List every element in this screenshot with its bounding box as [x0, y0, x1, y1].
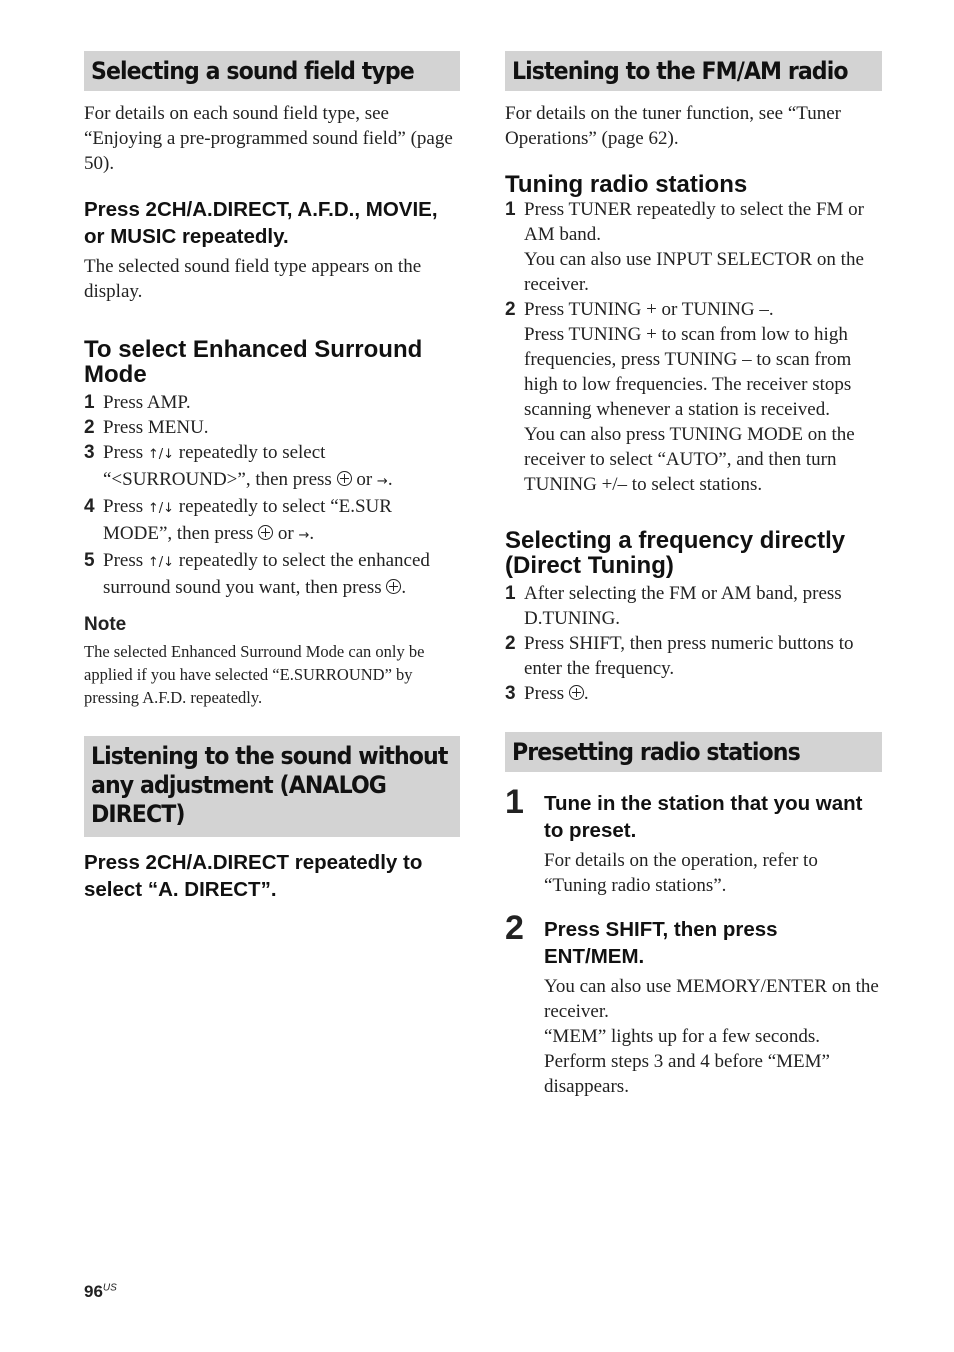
enter-button-icon	[569, 685, 584, 700]
section-heading-bar	[505, 732, 882, 772]
step-text: Press	[103, 550, 144, 571]
step-number: 3	[505, 683, 516, 704]
step-text: Press AMP.	[103, 392, 191, 413]
list-item: 5 Press ↑/↓ repeatedly to select the enhanced surround sound you want, then press .	[84, 550, 430, 598]
step-list	[505, 197, 882, 497]
enter-button-icon	[337, 471, 352, 486]
list-item	[84, 415, 460, 440]
step-heading: Press SHIFT, then press ENT/MEM.	[544, 918, 778, 968]
list-item: 3 Press .	[505, 683, 589, 704]
section-heading: Selecting a sound field type	[91, 57, 414, 85]
step-text: Press	[103, 496, 144, 517]
note-title: Note	[84, 614, 127, 635]
right-column	[505, 51, 882, 1099]
step-text: You can also use INPUT SELECTOR on the receiver.	[524, 249, 864, 295]
step-text: You can also press TUNING MODE on the receiver to select “AUTO”, and then turn TUNING +/– to select stations.	[524, 424, 855, 495]
list-item	[84, 390, 460, 415]
step-text: repeatedly to select “<SURROUND>”, then press	[103, 442, 332, 490]
step-text: or	[277, 523, 294, 544]
step-number: 2	[84, 417, 95, 438]
subsection-heading: To select Enhanced Surround Mode	[84, 336, 423, 388]
paragraph: The selected sound field type appears on the display.	[84, 256, 422, 302]
section-heading: Listening to the FM/AM radio	[512, 57, 848, 85]
page-number	[84, 1282, 117, 1302]
paragraph: For details on the tuner function, see “Tuner Operations” (page 62).	[505, 103, 841, 149]
step-text: “MEM” lights up for a few seconds. Perform steps 3 and 4 before “MEM” disappears.	[544, 1026, 830, 1097]
step-text: Press TUNING + to scan from low to high frequencies, press TUNING – to scan from high to low frequencies. The receiver stops scanning whenever a station is received.	[524, 324, 852, 420]
step-text: After selecting the FM or AM band, press D.TUNING.	[524, 583, 842, 629]
step-number: 2	[505, 299, 516, 320]
step-text: Press SHIFT, then press numeric buttons to enter the frequency.	[524, 633, 854, 679]
step-text: repeatedly to select the enhanced surround sound you want, then press	[103, 550, 430, 598]
list-item	[505, 297, 882, 497]
section-heading: Listening to the sound without any adjustment (ANALOG DIRECT)	[91, 742, 448, 828]
list-item: 3 Press ↑/↓ repeatedly to select “<SURROUND>”, then press or →.	[84, 442, 393, 490]
note-text: The selected Enhanced Surround Mode can only be applied if you have selected “E.SURROUND” by pressing A.F.D. repeatedly.	[84, 642, 425, 707]
step-text: Press TUNING + or TUNING –.	[524, 299, 774, 320]
section-heading-bar	[505, 51, 882, 91]
enter-button-icon	[258, 525, 273, 540]
enter-button-icon	[386, 579, 401, 594]
step-number: 2	[505, 909, 524, 947]
step-number: 1	[505, 199, 516, 220]
section-heading-bar	[84, 51, 460, 91]
page-number-value: 96	[84, 1282, 103, 1301]
region-code: US	[102, 1282, 117, 1294]
step-number: 1	[505, 783, 524, 821]
subsection-heading: Selecting a frequency directly (Direct Tuning)	[505, 527, 846, 579]
step-text: For details on the operation, refer to “Tuning radio stations”.	[544, 850, 818, 896]
action-heading: Press 2CH/A.DIRECT, A.F.D., MOVIE, or MUSIC repeatedly.	[84, 198, 438, 248]
step-number: 3	[84, 442, 95, 463]
list-item	[505, 631, 882, 681]
up-down-arrow-icon: ↑/↓	[147, 555, 175, 570]
step-list	[505, 581, 882, 706]
step-number: 1	[84, 392, 95, 413]
up-down-arrow-icon: ↑/↓	[147, 447, 175, 462]
right-arrow-icon: →	[298, 528, 310, 543]
list-item: 4 Press ↑/↓ repeatedly to select “E.SUR MODE”, then press or →.	[84, 496, 392, 544]
list-item	[505, 581, 882, 631]
section-heading-bar	[84, 736, 460, 837]
step-number: 4	[84, 496, 95, 517]
step-text: or	[356, 469, 373, 490]
subsection-heading: Tuning radio stations	[505, 171, 748, 198]
action-heading: Press 2CH/A.DIRECT repeatedly to select “A. DIRECT”.	[84, 851, 423, 901]
up-down-arrow-icon: ↑/↓	[147, 501, 175, 516]
step-number: 2	[505, 633, 516, 654]
step-text: Press	[524, 683, 565, 704]
list-item	[505, 197, 882, 297]
right-arrow-icon: →	[376, 474, 388, 489]
section-heading: Presetting radio stations	[512, 738, 800, 766]
list-item	[505, 909, 882, 1099]
list-item	[505, 783, 882, 898]
paragraph: For details on each sound field type, see “Enjoying a pre-programmed sound field” (page 50).	[84, 103, 453, 174]
step-heading: Tune in the station that you want to preset.	[544, 792, 863, 842]
step-text: repeatedly to select “E.SUR MODE”, then press	[103, 496, 392, 544]
step-number: 1	[505, 583, 516, 604]
step-list	[84, 390, 460, 600]
step-text: Press TUNER repeatedly to select the FM or AM band.	[524, 199, 864, 245]
step-number: 5	[84, 550, 95, 571]
left-column	[84, 51, 460, 903]
step-text: You can also use MEMORY/ENTER on the receiver.	[544, 976, 879, 1022]
step-text: Press	[103, 442, 144, 463]
step-text: Press MENU.	[103, 417, 209, 438]
